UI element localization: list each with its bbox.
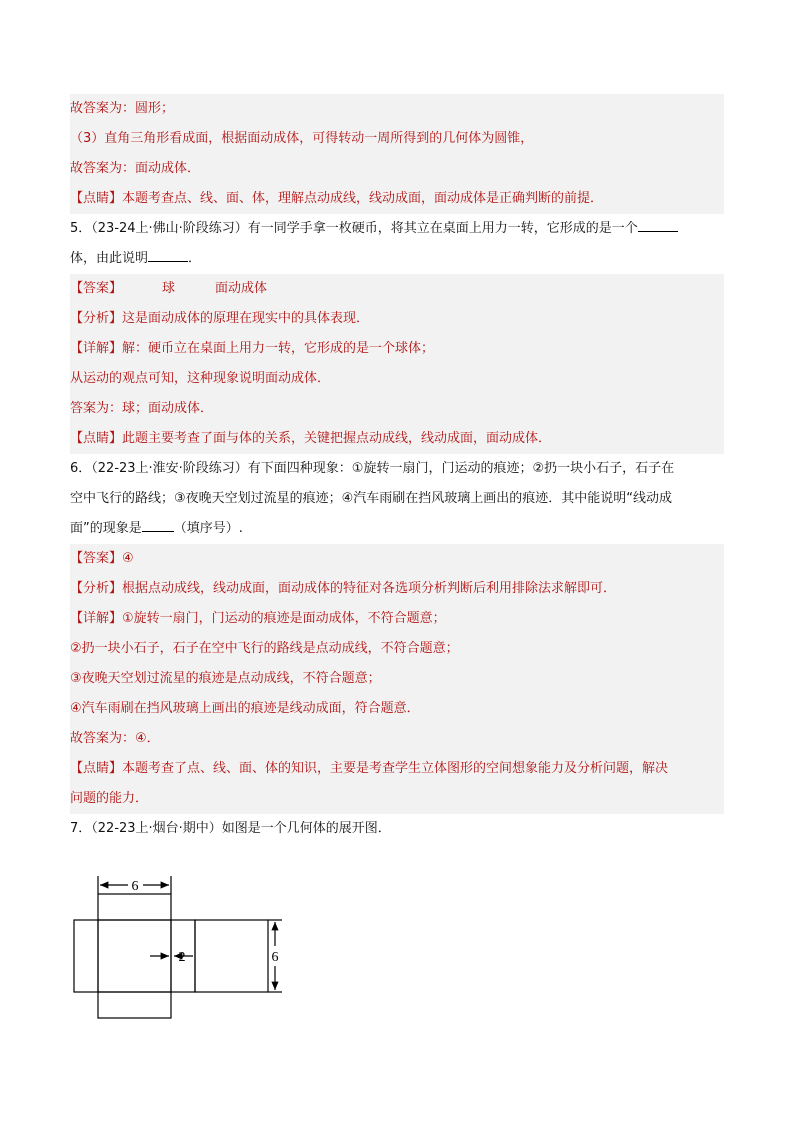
question-text: ． [188, 251, 202, 266]
detail-tag: 【详解】 [70, 341, 123, 356]
text-line: ④汽车雨刷在挡风玻璃上画出的痕迹是线动成面，符合题意． [70, 701, 420, 716]
comment-line [70, 184, 724, 214]
net-face-bottom [98, 992, 171, 1018]
comment-line-cont: 问题的能力． [70, 791, 149, 806]
text-line: 从运动的观点可知，这种现象说明面动成体． [70, 371, 331, 386]
net-face-left [74, 920, 98, 992]
question-line [70, 214, 724, 244]
question-line: 7．（22-23上·烟台·期中）如图是一个几何体的展开图． [70, 821, 391, 836]
net-face-top [98, 894, 171, 920]
dim-label-top: 6 [131, 879, 139, 894]
net-face-right [195, 920, 268, 992]
comment-line [70, 424, 724, 454]
text-line: 答案为：球；面动成体． [70, 401, 214, 416]
text-line: ③夜晚天空划过流星的痕迹是点动成线，不符合题意； [70, 671, 381, 686]
answer-blank [142, 517, 174, 532]
answer-blank [638, 217, 678, 232]
text-line: 故答案为：④． [70, 731, 160, 746]
question-line: 空中飞行的路线；③夜晚天空划过流星的痕迹；④汽车雨刷在挡风玻璃上画出的痕迹．其中能说明“线动成 [70, 491, 673, 506]
dim-label-mid: 2 [178, 950, 186, 965]
analysis-tag: 【分析】 [70, 581, 123, 596]
question-6 [70, 454, 724, 544]
question-text: 体，由此说明 [70, 251, 149, 266]
question-line [70, 244, 724, 274]
answer-line [70, 274, 724, 304]
analysis-tag: 【分析】 [70, 311, 123, 326]
answer-value: 面动成体 [215, 281, 268, 296]
comment-text: 此题主要考查了面与体的关系，关键把握点动成线，线动成面，面动成体． [122, 431, 552, 446]
comment-text: 本题考查点、线、面、体，理解点动成线，线动成面，面动成体是正确判断的前提． [122, 191, 604, 206]
text-line: ②扔一块小石子，石子在空中飞行的路线是点动成线，不符合题意； [70, 641, 459, 656]
dim-label-right: 6 [271, 950, 279, 965]
detail-text: ①旋转一扇门，门运动的痕迹是面动成体，不符合题意； [122, 611, 446, 626]
detail-line [70, 334, 724, 364]
analysis-line [70, 574, 724, 604]
question-text: 面”的现象是 [70, 521, 142, 536]
question-7 [70, 814, 724, 844]
answer-block-prev [70, 94, 724, 214]
detail-tag: 【详解】 [70, 611, 123, 626]
question-line: 6．（22-23上·淮安·阶段练习）有下面四种现象：①旋转一扇门，门运动的痕迹；②扔一块小石子，石子在 [70, 461, 675, 476]
comment-tag: 【点睛】 [70, 761, 123, 776]
comment-tag: 【点睛】 [70, 191, 123, 206]
analysis-text: 这是面动成体的原理在现实中的具体表现． [122, 311, 370, 326]
question-line [70, 514, 724, 544]
page-content [70, 94, 724, 844]
answer-block-6 [70, 544, 724, 814]
question-text: （填序号）. [173, 521, 243, 536]
detail-text: 解：硬币立在桌面上用力一转，它形成的是一个球体； [122, 341, 435, 356]
answer-value: ④ [122, 551, 134, 566]
answer-value: 球 [162, 281, 176, 296]
comment-tag: 【点睛】 [70, 431, 123, 446]
answer-tag: 【答案】 [70, 551, 123, 566]
answer-blank [148, 247, 188, 262]
comment-line [70, 754, 724, 784]
net-diagram [68, 872, 298, 1022]
answer-tag: 【答案】 [70, 281, 123, 296]
answer-line [70, 544, 724, 574]
detail-line [70, 604, 724, 634]
analysis-line [70, 304, 724, 334]
text-line: 故答案为：面动成体． [70, 161, 201, 176]
question-text: 5．（23-24上·佛山·阶段练习）有一同学手拿一枚硬币，将其立在桌面上用力一转，它形成的是一个 [70, 221, 638, 236]
text-line: （3）直角三角形看成面，根据面动成体，可得转动一周所得到的几何体为圆锥， [70, 131, 534, 146]
answer-block-5 [70, 274, 724, 454]
comment-text: 本题考查了点、线、面、体的知识，主要是考查学生立体图形的空间想象能力及分析问题，解决 [122, 761, 669, 776]
text-line: 故答案为：圆形； [70, 101, 175, 116]
analysis-text: 根据点动成线，线动成面，面动成体的特征对各选项分析判断后利用排除法求解即可． [122, 581, 617, 596]
question-5 [70, 214, 724, 274]
